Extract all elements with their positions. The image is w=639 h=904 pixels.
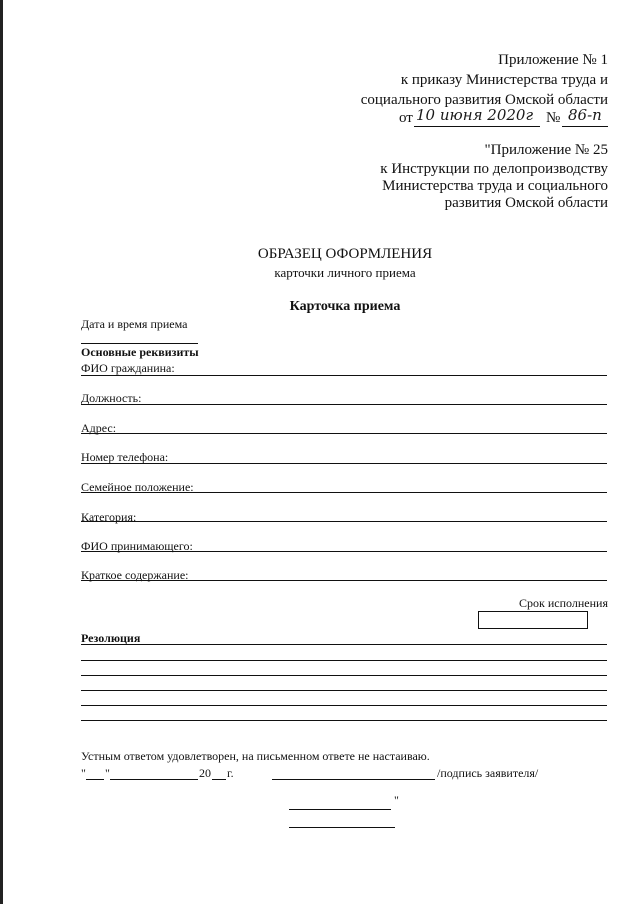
field-receiver-name-line[interactable] — [81, 551, 607, 552]
bottom-line-2 — [289, 827, 395, 828]
signature-blank[interactable] — [272, 779, 435, 780]
field-category: Категория: — [81, 510, 137, 524]
ministry-line-1: Министерства труда и социального — [382, 178, 608, 194]
ministry-name: социального развития Омской области — [360, 92, 608, 108]
field-category-line[interactable] — [81, 521, 607, 522]
main-details-heading: Основные реквизиты — [81, 345, 199, 359]
month-blank[interactable] — [110, 779, 198, 780]
year-prefix: 20 — [199, 766, 211, 780]
field-summary: Краткое содержание: — [81, 568, 189, 582]
date-underline — [414, 126, 540, 127]
handwritten-number: 86-п — [568, 106, 602, 124]
field-marital-status: Семейное положение: — [81, 480, 194, 494]
scan-edge — [0, 0, 3, 904]
resolution-line-5[interactable] — [81, 705, 607, 706]
sample-title: ОБРАЗЕЦ ОФОРМЛЕНИЯ — [257, 246, 433, 262]
resolution-line-2[interactable] — [81, 660, 607, 661]
handwritten-date: 10 июня 2020г — [416, 106, 534, 124]
field-position-line[interactable] — [81, 404, 607, 405]
field-citizen-name: ФИО гражданина: — [81, 361, 175, 375]
field-marital-status-line[interactable] — [81, 492, 607, 493]
field-address-line[interactable] — [81, 433, 607, 434]
statement-text: Устным ответом удовлетворен, на письменном ответе не настаиваю. — [81, 749, 430, 763]
date-time-label: Дата и время приема — [81, 317, 188, 331]
number-prefix: № — [546, 110, 561, 126]
bottom-line-1 — [289, 809, 391, 810]
field-address: Адрес: — [81, 421, 117, 435]
field-summary-line[interactable] — [81, 580, 607, 581]
field-position: Должность: — [81, 391, 142, 405]
appendix-1-title: Приложение № 1 — [498, 52, 608, 68]
instruction-reference: к Инструкции по делопроизводству — [380, 161, 608, 177]
field-receiver-name: ФИО принимающего: — [81, 539, 193, 553]
day-blank[interactable] — [86, 779, 104, 780]
resolution-line-1[interactable] — [81, 644, 607, 645]
date-time-line — [81, 343, 198, 344]
number-underline — [562, 126, 608, 127]
resolution-line-6[interactable] — [81, 720, 607, 721]
resolution-line-4[interactable] — [81, 690, 607, 691]
card-title: Карточка приема — [289, 299, 401, 314]
signature-label: /подпись заявителя/ — [437, 766, 539, 780]
field-citizen-name-line[interactable] — [81, 375, 607, 376]
year-label: г. — [227, 766, 234, 780]
date-open-quote: " — [81, 766, 86, 780]
order-reference: к приказу Министерства труда и — [400, 72, 608, 88]
field-phone: Номер телефона: — [81, 450, 169, 464]
ministry-line-2: развития Омской области — [444, 195, 608, 211]
appendix-25-title: "Приложение № 25 — [484, 142, 608, 158]
resolution-heading: Резолюция — [81, 631, 141, 645]
date-close-quote: " — [105, 766, 110, 780]
field-phone-line[interactable] — [81, 463, 607, 464]
deadline-label: Срок исполнения — [519, 596, 608, 610]
deadline-box[interactable] — [478, 611, 588, 629]
year-blank[interactable] — [212, 779, 226, 780]
closing-quote: " — [394, 793, 399, 807]
from-prefix: от — [399, 110, 413, 126]
sample-subtitle: карточки личного приема — [274, 265, 416, 280]
resolution-line-3[interactable] — [81, 675, 607, 676]
